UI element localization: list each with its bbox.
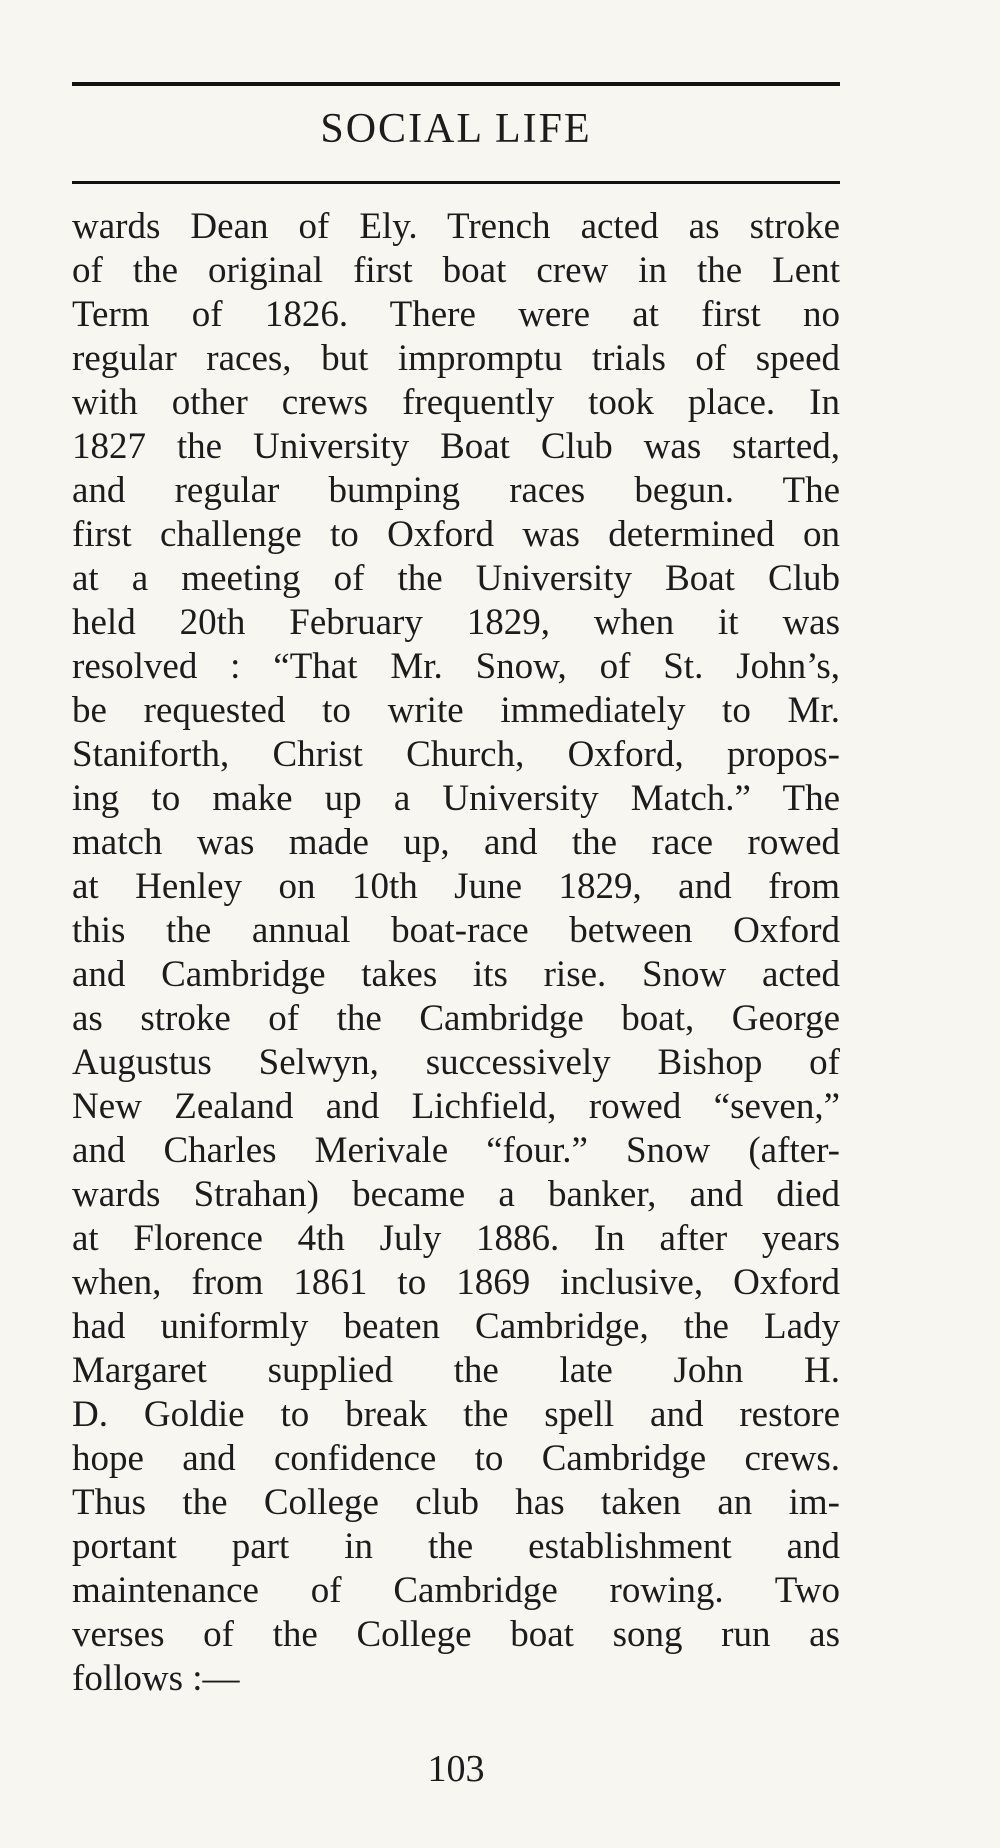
text-line: Term of 1826. There were at first no	[72, 294, 840, 335]
text-line: at Henley on 10th June 1829, and from	[72, 866, 840, 907]
text-line: 1827 the University Boat Club was started,	[72, 426, 840, 467]
text-line: Margaret supplied the late John H.	[72, 1350, 840, 1391]
text-line: wards Dean of Ely. Trench acted as stroke	[72, 206, 840, 247]
text-line: be requested to write immediately to Mr.	[72, 690, 840, 731]
page-number: 103	[427, 1748, 485, 1790]
text-line: first challenge to Oxford was determined on	[72, 514, 840, 555]
header-bottom-rule	[72, 181, 840, 184]
text-line: and Cambridge takes its rise. Snow acted	[72, 954, 840, 995]
text-line: ing to make up a University Match.” The	[72, 778, 840, 819]
text-line: match was made up, and the race rowed	[72, 822, 840, 863]
running-head: SOCIAL LIFE	[320, 106, 592, 152]
text-line: with other crews frequently took place. In	[72, 382, 840, 423]
text-line: follows :—	[72, 1658, 240, 1699]
text-line: at Florence 4th July 1886. In after years	[72, 1218, 840, 1259]
body-text	[72, 205, 840, 1701]
text-line: New Zealand and Lichfield, rowed “seven,”	[72, 1086, 840, 1127]
text-line: at a meeting of the University Boat Club	[72, 558, 840, 599]
text-line: Augustus Selwyn, successively Bishop of	[72, 1042, 840, 1083]
text-line: this the annual boat-race between Oxford	[72, 910, 840, 951]
text-line: hope and confidence to Cambridge crews.	[72, 1438, 840, 1479]
text-line: when, from 1861 to 1869 inclusive, Oxford	[72, 1262, 840, 1303]
text-line: as stroke of the Cambridge boat, George	[72, 998, 840, 1039]
header-top-rule	[72, 82, 840, 86]
text-line: wards Strahan) became a banker, and died	[72, 1174, 840, 1215]
text-line: and regular bumping races begun. The	[72, 470, 840, 511]
text-line: maintenance of Cambridge rowing. Two	[72, 1570, 840, 1611]
text-line: Staniforth, Christ Church, Oxford, propos-	[72, 734, 840, 775]
text-line: D. Goldie to break the spell and restore	[72, 1394, 840, 1435]
text-line: had uniformly beaten Cambridge, the Lady	[72, 1306, 840, 1347]
text-line: portant part in the establishment and	[72, 1526, 840, 1567]
text-line: resolved : “That Mr. Snow, of St. John’s,	[72, 646, 840, 687]
text-line: verses of the College boat song run as	[72, 1614, 840, 1655]
text-line: Thus the College club has taken an im-	[72, 1482, 840, 1523]
text-line: and Charles Merivale “four.” Snow (after-	[72, 1130, 840, 1171]
text-line: held 20th February 1829, when it was	[72, 602, 840, 643]
text-line: regular races, but impromptu trials of speed	[72, 338, 840, 379]
text-line: of the original first boat crew in the Lent	[72, 250, 840, 291]
